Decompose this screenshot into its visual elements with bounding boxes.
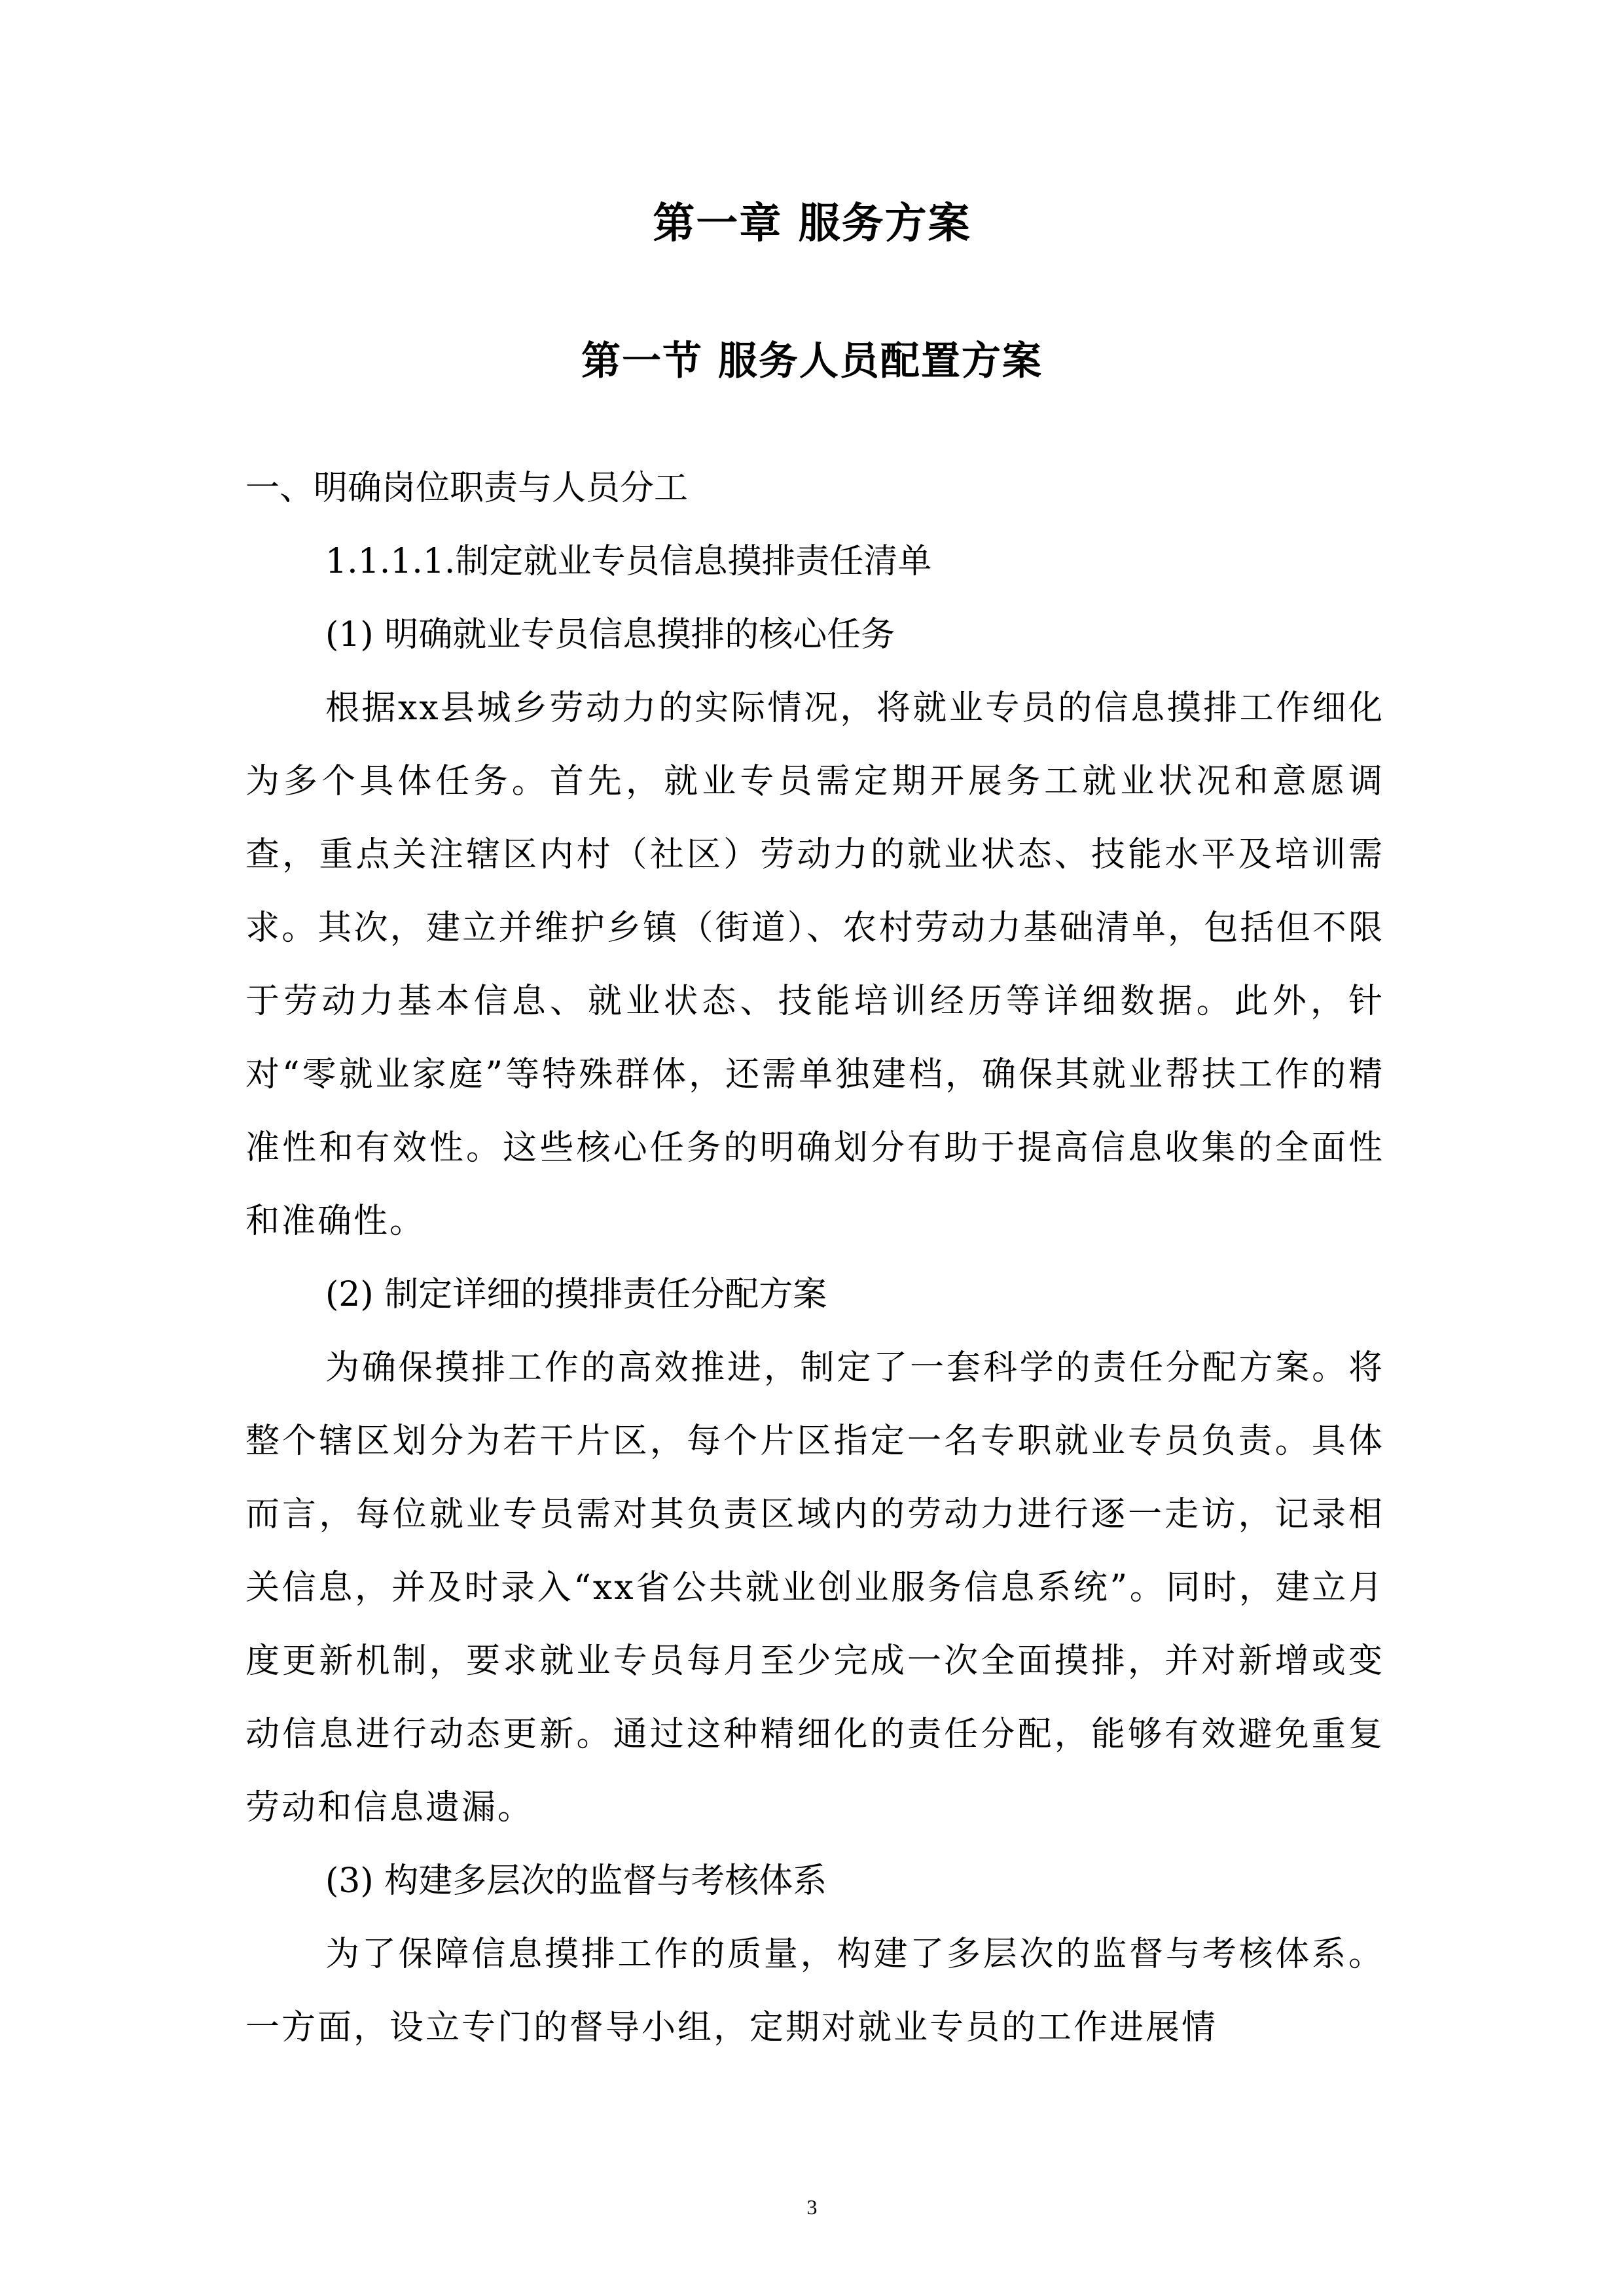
page-number: 3	[806, 2195, 818, 2219]
heading-level-2: 1.1.1.1.制定就业专员信息摸排责任清单	[325, 542, 932, 581]
paragraph-2: 为确保摸排工作的高效推进，制定了一套科学的责任分配方案。将整个辖区划分为若干片区，每个片区指定一名专职就业专员负责。具体而言，每位就业专员需对其负责区域内的劳动力进行逐一走访，记录相关信息，并及时录入“xx省公共就业创业服务信息系统”。同时，建立月度更新机制，要求就业专员每月至少完成一次全面摸排，并对新增或变动信息进行动态更新。通过这种精细化的责任分配，能够有效避免重复劳动和信息遗漏。	[245, 1348, 1384, 1827]
chapter-title: 第一章 服务方案	[653, 200, 971, 248]
section-title: 第一节 服务人员配置方案	[581, 338, 1043, 384]
subheading-3: (3) 构建多层次的监督与考核体系	[325, 1861, 827, 1901]
paragraph-1: 根据xx县城乡劳动力的实际情况，将就业专员的信息摸排工作细化为多个具体任务。首先，就业专员需定期开展务工就业状况和意愿调查，重点关注辖区内村（社区）劳动力的就业状态、技能水平及培训需求。其次，建立并维护乡镇（街道）、农村劳动力基础清单，包括但不限于劳动力基本信息、就业状态、技能培训经历等详细数据。此外，针对“零就业家庭”等特殊群体，还需单独建档，确保其就业帮扶工作的精准性和有效性。这些核心任务的明确划分有助于提高信息收集的全面性和准确性。	[245, 689, 1384, 1241]
subheading-1: (1) 明确就业专员信息摸排的核心任务	[325, 615, 895, 655]
paragraph-3: 为了保障信息摸排工作的质量，构建了多层次的监督与考核体系。一方面，设立专门的督导小组，定期对就业专员的工作进展情	[245, 1935, 1384, 2047]
heading-level-1: 一、明确岗位职责与人员分工	[245, 469, 689, 508]
body-text	[245, 452, 1384, 2064]
subheading-2: (2) 制定详细的摸排责任分配方案	[325, 1275, 827, 1314]
